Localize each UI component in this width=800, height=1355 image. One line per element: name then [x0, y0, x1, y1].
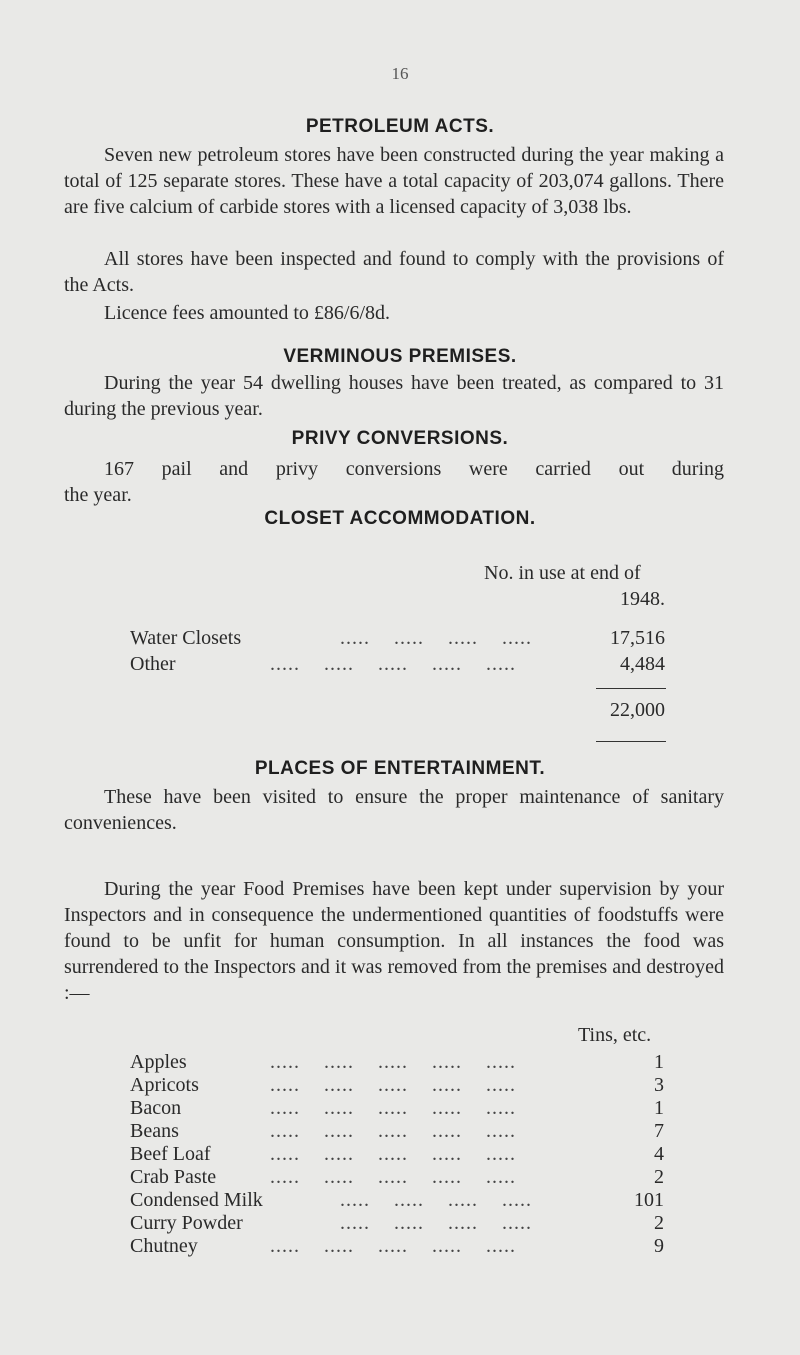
closet-row-label: Water Closets	[130, 627, 242, 649]
leader-dots: ..... ..... ..... ..... .....	[270, 1074, 516, 1096]
leader-dots: ..... ..... ..... ..... .....	[270, 653, 516, 675]
leader-dots: ..... ..... ..... ..... .....	[270, 1235, 516, 1257]
entertainment-paragraph: These have been visited to ensure the proper maintenance of sanitary conveniences.	[64, 786, 724, 834]
food-row-value: 4	[654, 1143, 664, 1165]
food-row-value: 3	[654, 1074, 664, 1096]
food-row-label: Chutney	[130, 1235, 198, 1257]
leader-dots: ..... ..... ..... .....	[340, 627, 532, 649]
food-paragraph: During the year Food Premises have been kept under supervision by your Inspectors and in consequence the undermentioned quantities of foodstuffs were found to be unfit for human consumption. In all instances the food was surrendered to the Inspectors and it was removed from the premises and destroyed :—	[64, 878, 724, 1004]
petroleum-paragraph-2: All stores have been inspected and found to comply with the provisions of the Acts.	[64, 248, 724, 296]
entertainment-heading: PLACES OF ENTERTAINMENT.	[254, 758, 546, 779]
privy-heading: PRIVY CONVERSIONS.	[291, 428, 509, 449]
food-row-label: Apples	[130, 1051, 187, 1073]
leader-dots: ..... ..... ..... ..... .....	[270, 1166, 516, 1188]
closet-total-value: 22,000	[610, 699, 665, 721]
leader-dots: ..... ..... ..... ..... .....	[270, 1143, 516, 1165]
food-row-label: Beans	[130, 1120, 179, 1142]
petroleum-heading: PETROLEUM ACTS.	[305, 116, 495, 137]
closet-row-value: 4,484	[620, 653, 665, 675]
verminous-paragraph: During the year 54 dwelling houses have been treated, as compared to 31 during the previous year.	[64, 372, 724, 420]
food-row-value: 101	[634, 1189, 664, 1211]
page-number: 16	[391, 64, 409, 83]
food-row-label: Curry Powder	[130, 1212, 243, 1234]
total-rule-bottom	[596, 741, 666, 742]
food-row-label: Apricots	[130, 1074, 199, 1096]
leader-dots: ..... ..... ..... .....	[340, 1189, 532, 1211]
petroleum-paragraph-3: Licence fees amounted to £86/6/8d.	[104, 302, 391, 324]
privy-paragraph-line-2: the year.	[64, 484, 132, 506]
food-row-value: 1	[654, 1097, 664, 1119]
leader-dots: ..... ..... ..... .....	[340, 1212, 532, 1234]
leader-dots: ..... ..... ..... ..... .....	[270, 1120, 516, 1142]
total-rule-top	[596, 688, 666, 689]
food-row-label: Beef Loaf	[130, 1143, 211, 1165]
closet-heading: CLOSET ACCOMMODATION.	[264, 508, 536, 529]
privy-paragraph-line-1: 167 pail and privy conversions were carried out during	[104, 458, 724, 480]
closet-row-value: 17,516	[610, 627, 665, 649]
food-row-label: Condensed Milk	[130, 1189, 263, 1211]
food-row-value: 2	[654, 1212, 664, 1234]
food-row-value: 1	[654, 1051, 664, 1073]
food-row-label: Bacon	[130, 1097, 182, 1119]
food-row-value: 2	[654, 1166, 664, 1188]
closet-column-header-line-2: 1948.	[620, 588, 665, 610]
leader-dots: ..... ..... ..... ..... .....	[270, 1051, 516, 1073]
closet-row-label: Other	[130, 653, 176, 675]
closet-column-header-line-1: No. in use at end of	[484, 562, 641, 584]
petroleum-paragraph-1: Seven new petroleum stores have been constructed during the year making a total of 125 separate stores. These have a total capacity of 203,074 gallons. There are five calcium of carbide stores with a licensed capacity of 3,038 lbs.	[64, 144, 724, 218]
leader-dots: ..... ..... ..... ..... .....	[270, 1097, 516, 1119]
food-row-value: 7	[654, 1120, 664, 1142]
food-row-value: 9	[654, 1235, 664, 1257]
food-row-label: Crab Paste	[130, 1166, 217, 1188]
verminous-heading: VERMINOUS PREMISES.	[283, 346, 517, 367]
food-column-header: Tins, etc.	[578, 1024, 652, 1046]
